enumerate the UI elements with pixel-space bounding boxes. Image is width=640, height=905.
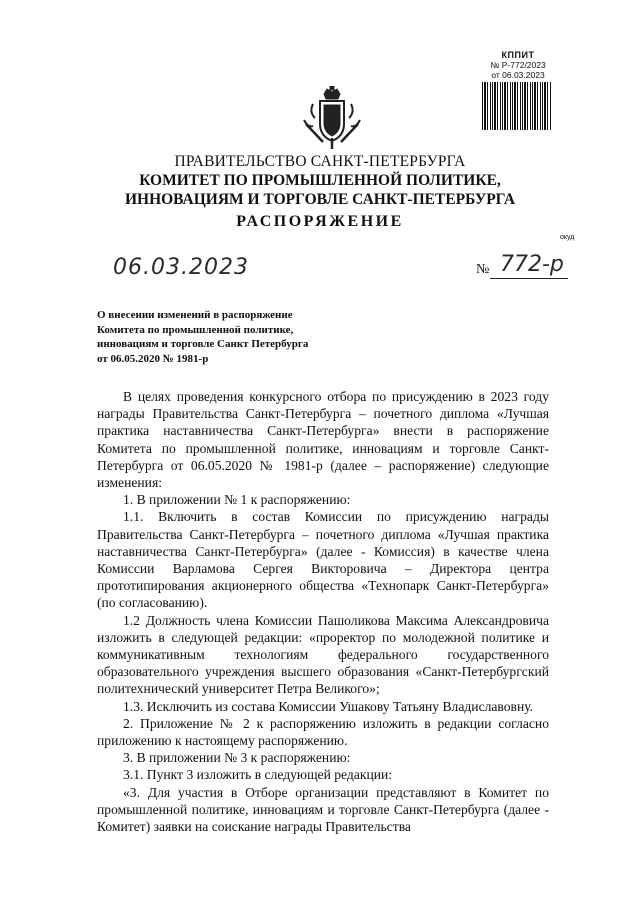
committee-title-line1: КОМИТЕТ ПО ПРОМЫШЛЕННОЙ ПОЛИТИКЕ, bbox=[139, 172, 501, 189]
subject-line: О внесении изменений в распоряжение bbox=[97, 309, 293, 321]
stamp-title: КППИТ bbox=[501, 50, 535, 60]
paragraph-item-3-1: 3.1. Пункт 3 изложить в следующей редакции: bbox=[123, 767, 393, 783]
document-date: 06.03.2023 bbox=[113, 255, 249, 280]
number-underline bbox=[490, 278, 568, 279]
government-title: ПРАВИТЕЛЬСТВО САНКТ-ПЕТЕРБУРГА bbox=[174, 153, 466, 170]
subject-line: от 06.05.2020 № 1981-р bbox=[97, 352, 209, 365]
paragraph-item-1: 1. В приложении № 1 к распоряжению: bbox=[123, 492, 351, 508]
coat-of-arms-icon bbox=[303, 86, 361, 150]
number-label: № bbox=[476, 262, 490, 277]
document-type: РАСПОРЯЖЕНИЕ bbox=[236, 213, 404, 230]
paragraph-item-3: 3. В приложении № 3 к распоряжению: bbox=[123, 750, 351, 766]
stamp-number: № Р-772/2023 bbox=[490, 60, 546, 70]
paragraph-item-2: 2. Приложение № 2 к распоряжению изложить в редакции согласно приложению к настоящему распоряжению. bbox=[97, 715, 549, 749]
registration-stamp bbox=[482, 50, 554, 130]
stamp-date: от 06.03.2023 bbox=[491, 70, 545, 80]
document-body bbox=[97, 388, 549, 835]
paragraph-intro: В целях проведения конкурсного отбора по присуждению в 2023 году награды Правительства Санкт-Петербурга – почетного диплома «Лучшая практика наставничества Санкт-Петербурга» внести в распоряжение Комитета по промышленной политике, инновациям и торговле Санкт-Петербурга от 06.05.2020 № 1981-р (далее – распоряжение) следующие изменения: bbox=[97, 389, 549, 491]
paragraph-item-1-2: 1.2 Должность члена Комиссии Пашоликова Максима Александровича изложить в следующей редакции: «проректор по молодежной политике и коммуникативным технологиям федерального государственного образовательного учреждения высшего образования «Санкт-Петербургский политехнический университет Петра Великого»; bbox=[97, 612, 549, 697]
subject-line: Комитета по промышленной политике, bbox=[97, 323, 294, 336]
subject-line: инновациям и торговле Санкт Петербурга bbox=[97, 338, 309, 350]
paragraph-item-1-3: 1.3. Исключить из состава Комиссии Ушакову Татьяну Владиславовну. bbox=[123, 698, 534, 714]
document-number: 772-р bbox=[500, 252, 564, 277]
okud-label: окуд bbox=[560, 234, 575, 241]
paragraph-item-1-1: 1.1. Включить в состав Комиссии по присуждению награды Правительства Санкт-Петербурга – почетного диплома «Лучшая практика наставничества Санкт-Петербурга» (далее - Комиссия) в качестве члена Комиссии Варламова Сергея Викторовича – Директора центра прототипирования акционерного общества «Технопарк Санкт-Петербурга» (по согласованию). bbox=[97, 509, 549, 611]
paragraph-quote-3: «3. Для участия в Отборе организации представляют в Комитет по промышленной политике, инновациям и торговле Санкт-Петербурга (далее - Комитет) заявки на соискание награды Правительства bbox=[97, 784, 549, 835]
barcode bbox=[482, 82, 552, 130]
committee-title-line2: ИННОВАЦИЯМ И ТОРГОВЛЕ САНКТ-ПЕТЕРБУРГА bbox=[124, 191, 516, 208]
document-subject bbox=[97, 308, 377, 366]
committee-title bbox=[0, 171, 640, 209]
